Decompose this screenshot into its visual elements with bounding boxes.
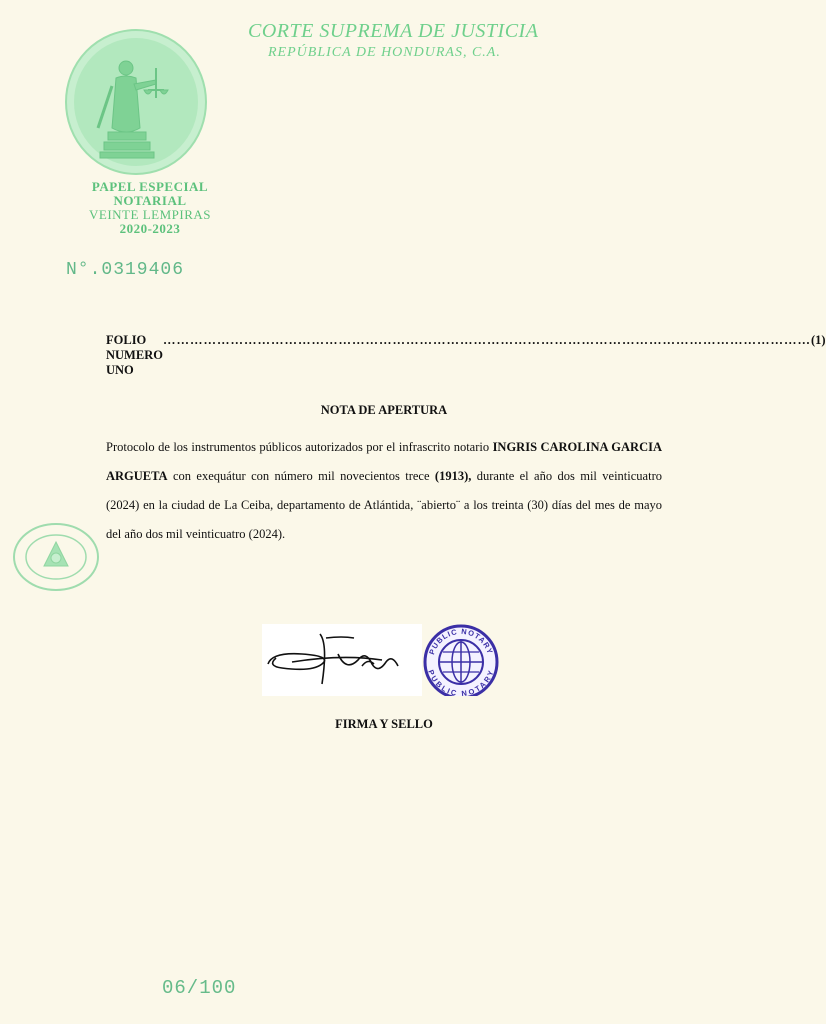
exequatur-number: (1913),	[434, 469, 472, 483]
poder-judicial-seal-icon	[12, 522, 100, 592]
page-number: 06/100	[162, 977, 237, 999]
stamp-bottom-text: PUBLIC NOTARY	[426, 668, 496, 696]
public-notary-stamp-icon	[425, 626, 497, 696]
document-heading: NOTA DE APERTURA	[320, 403, 448, 417]
stamp-top-text: PUBLIC NOTARY	[427, 626, 495, 656]
stamp-paper-info	[50, 180, 250, 236]
para-part-3: durante el año dos mil veinticuatro (2024) en la ciudad de La Ceiba, departamento de Atlántida, ¨abierto¨ a los treinta (30) días del mes de mayo del año dos mil veinticuatro (2024).	[106, 469, 662, 541]
folio-leader-dots: ………………………………………………………………………………………………………………………………	[162, 333, 811, 347]
court-header	[248, 20, 558, 61]
signature-and-stamp	[262, 624, 502, 696]
para-part-2: con exequátur con número mil novecientos trece	[167, 469, 435, 483]
opening-paragraph	[106, 433, 662, 549]
paper-type-line2: NOTARIAL	[113, 193, 187, 208]
republic-name: REPÚBLICA DE HONDURAS, C.A.	[268, 45, 501, 60]
paper-type-line1: PAPEL ESPECIAL	[91, 179, 209, 194]
serial-number: N°.0319406	[66, 260, 185, 280]
folio-line	[106, 333, 826, 378]
signature-caption: FIRMA Y SELLO	[335, 717, 433, 731]
paper-value: VEINTE LEMPIRAS	[89, 207, 211, 222]
para-part-1: Protocolo de los instrumentos públicos autorizados por el infrascrito notario	[106, 440, 493, 454]
folio-number: (1)	[810, 333, 826, 347]
notary-name: INGRIS CAROLINA GARCIA ARGUETA	[106, 440, 662, 483]
court-name: CORTE SUPREMA DE JUSTICIA	[248, 20, 539, 42]
folio-label: FOLIO NUMERO UNO	[106, 333, 163, 377]
justice-seal-icon	[64, 28, 208, 176]
paper-validity: 2020-2023	[119, 221, 181, 236]
